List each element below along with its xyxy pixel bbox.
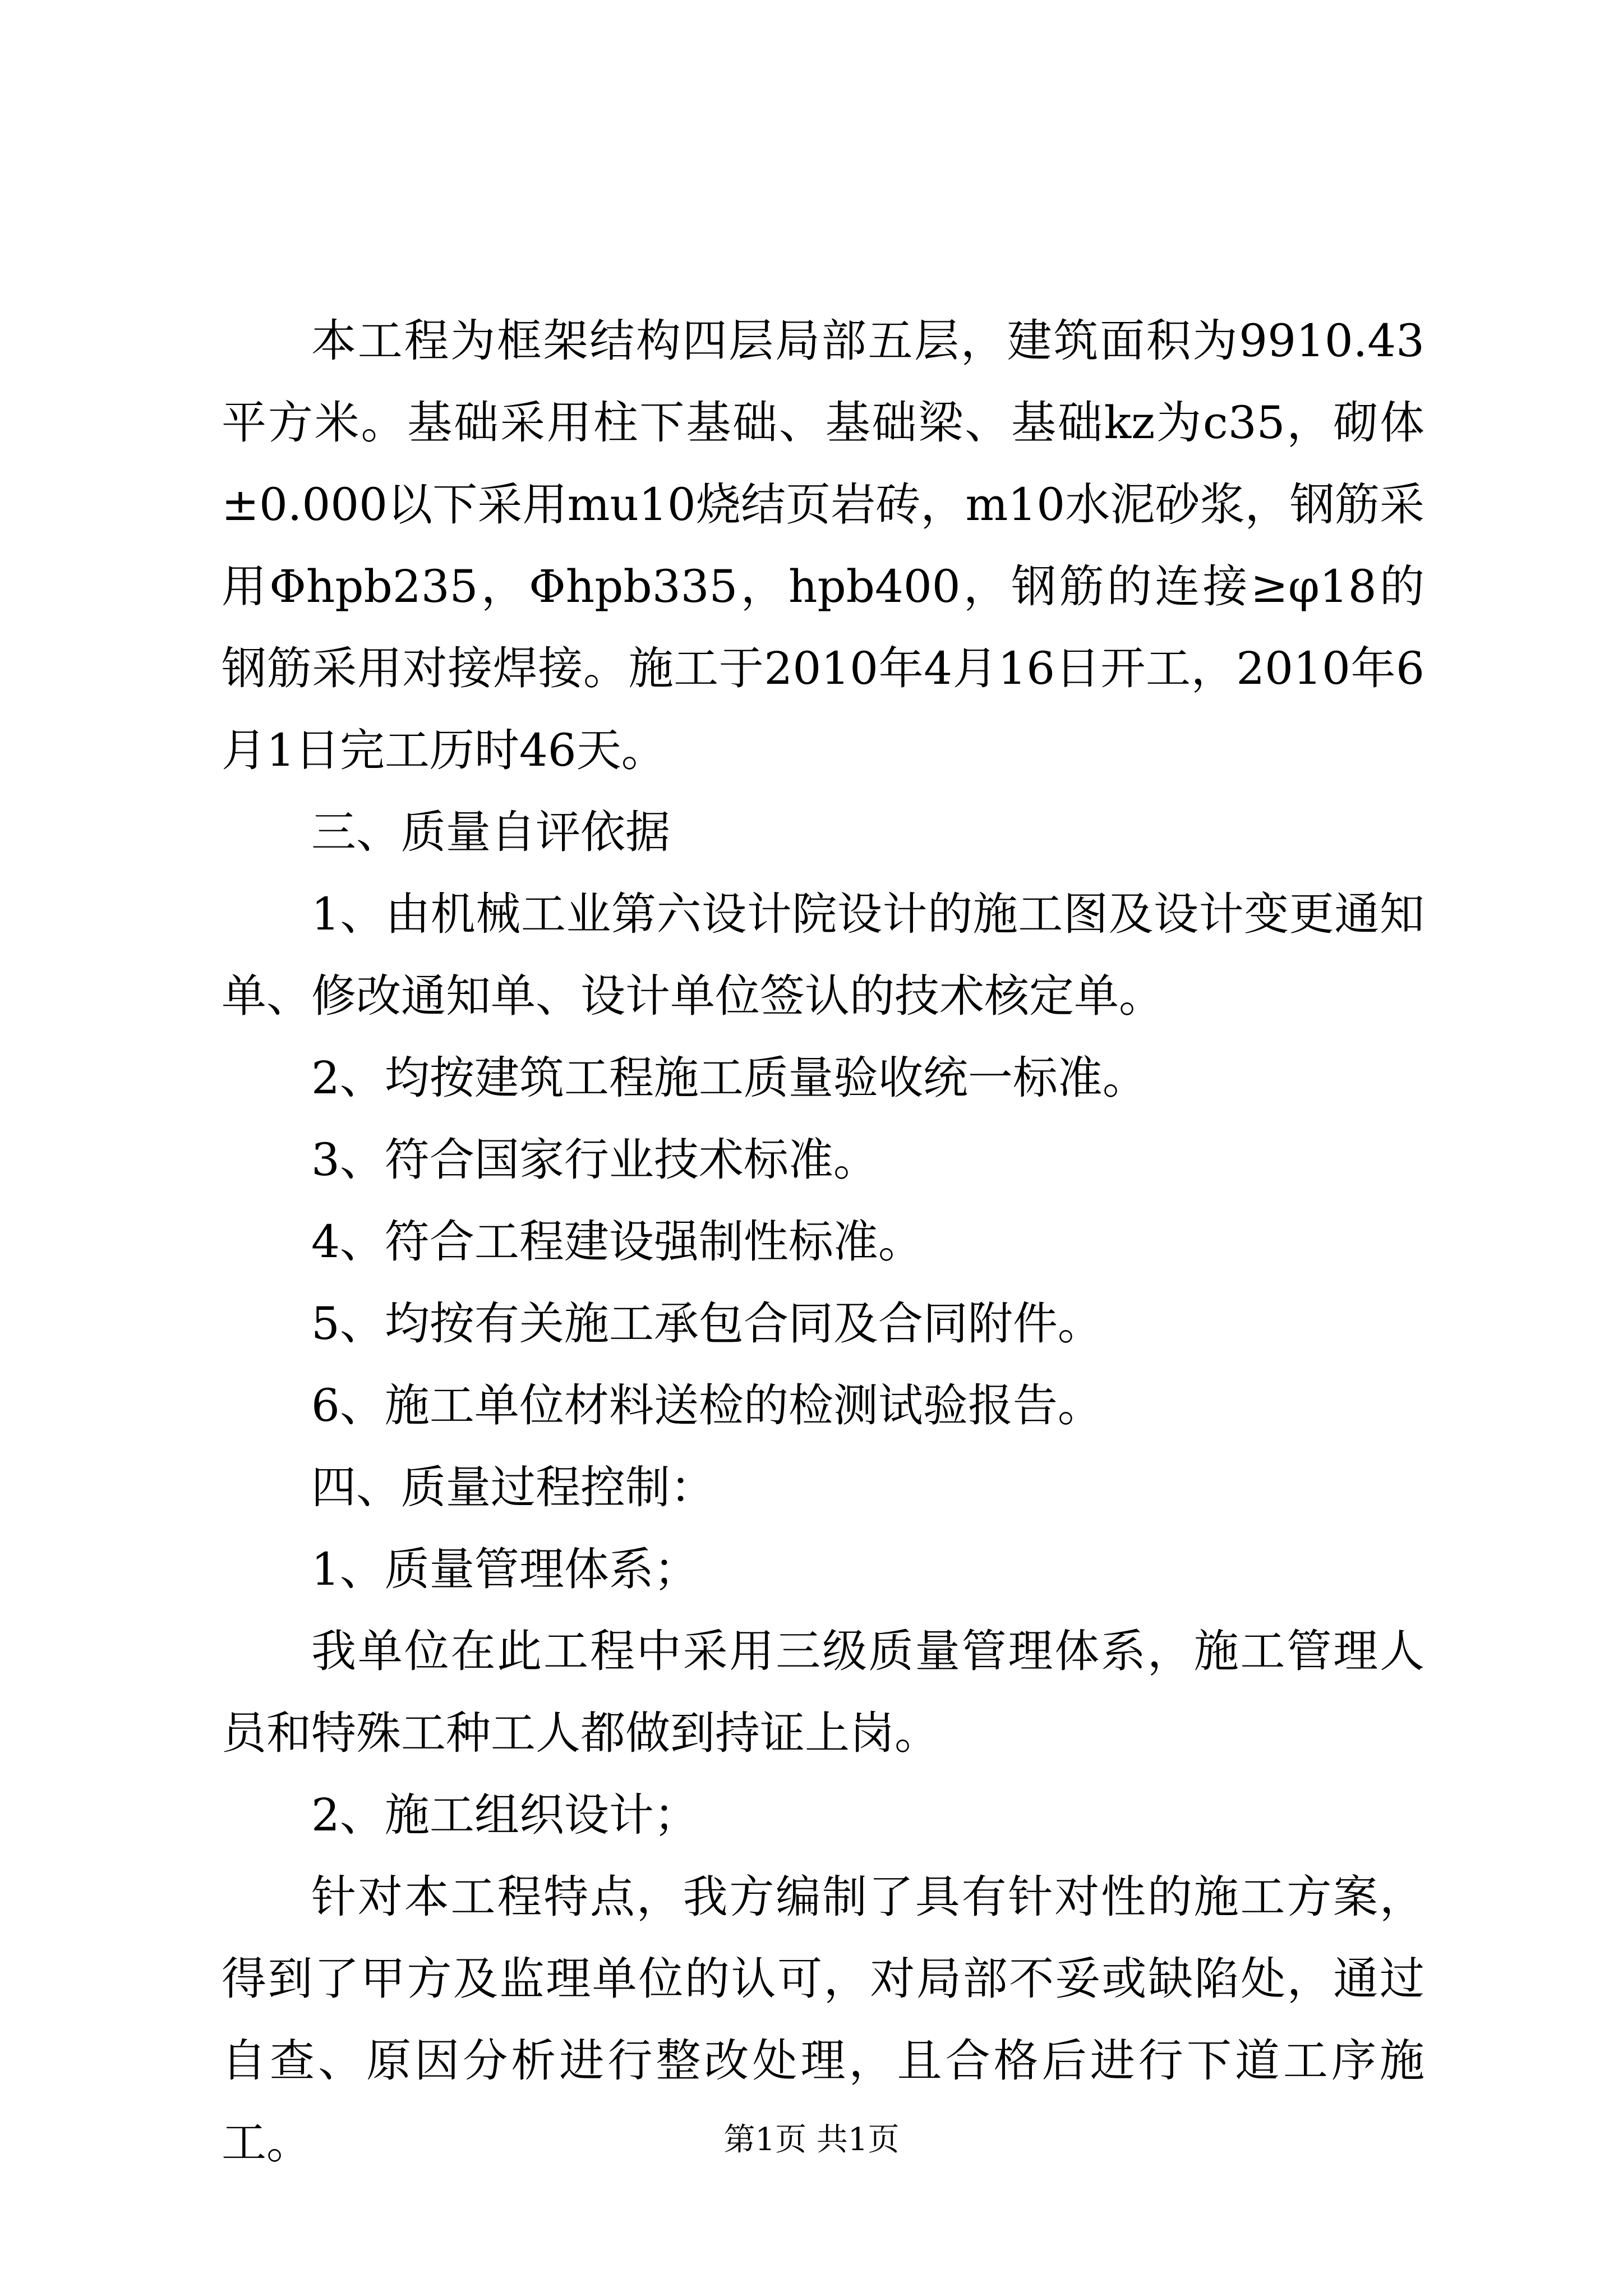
paragraph-construction-design: 针对本工程特点，我方编制了具有针对性的施工方案，得到了甲方及监理单位的认可，对局部不妥或缺陷处，通过自查、原因分析进行整改处理，且合格后进行下道工序施工。: [222, 1871, 1424, 2169]
list-item-basis-1: 1、由机械工业第六设计院设计的施工图及设计变更通知单、修改通知单、设计单位签认的技术核定单。: [222, 888, 1424, 1022]
list-item-basis-4: 4、符合工程建设强制性标准。: [311, 1216, 923, 1268]
section-heading-quality-basis: 三、质量自评依据: [311, 806, 670, 858]
list-item-basis-5: 5、均按有关施工承包合同及合同附件。: [311, 1297, 1103, 1350]
paragraph-quality-system: 我单位在此工程中采用三级质量管理体系，施工管理人员和特殊工种工人都做到持证上岗。: [222, 1625, 1424, 1759]
document-body: [222, 300, 1424, 2184]
list-item-basis-3: 3、符合国家行业技术标准。: [311, 1134, 878, 1186]
page-footer: 第1页 共1页: [723, 2122, 900, 2158]
subheading-construction-design: 2、施工组织设计；: [311, 1789, 699, 1841]
paragraph-project-overview: 本工程为框架结构四层局部五层，建筑面积为9910.43平方米。基础采用柱下基础、基础梁、基础kz为c35，砌体±0.000以下采用mu10烧结页岩砖，m10水泥砂浆，钢筋采用Φhpb235，Φhpb335，hpb400，钢筋的连接≥φ18的钢筋采用对接焊接。施工于2010年4月16日开工，2010年6月1日完工历时46天。: [222, 315, 1424, 776]
list-item-basis-6: 6、施工单位材料送检的检测试验报告。: [311, 1379, 1103, 1432]
section-heading-process-control: 四、质量过程控制：: [311, 1461, 715, 1513]
subheading-quality-system: 1、质量管理体系；: [311, 1543, 699, 1595]
list-item-basis-2: 2、均按建筑工程施工质量验收统一标准。: [311, 1052, 1147, 1104]
